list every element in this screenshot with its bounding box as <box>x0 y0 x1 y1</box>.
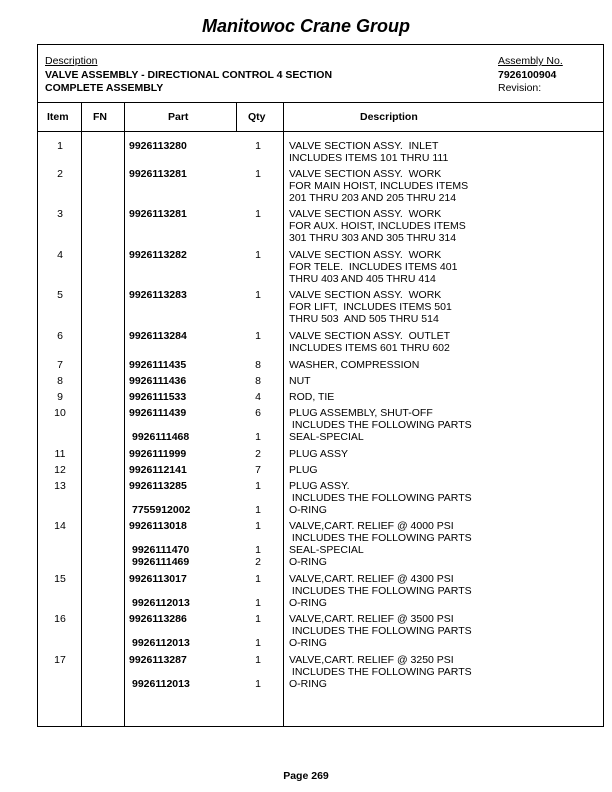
assembly-header <box>38 45 603 103</box>
part-description: O-RING <box>289 504 327 516</box>
item-number: 11 <box>54 448 66 460</box>
assembly-subtitle: COMPLETE ASSEMBLY <box>45 82 164 94</box>
part-description: WASHER, COMPRESSION <box>289 359 420 371</box>
assembly-number: 7926100904 <box>498 69 557 81</box>
item-number: 6 <box>57 330 63 342</box>
quantity: 1 <box>255 504 261 516</box>
item-number: 12 <box>54 464 66 476</box>
quantity: 1 <box>255 613 261 625</box>
item-number: 1 <box>57 140 63 152</box>
part-number: 9926113284 <box>129 330 187 342</box>
part-number: 9926112013 <box>132 678 190 690</box>
quantity: 1 <box>255 168 261 180</box>
item-number: 15 <box>54 573 66 585</box>
part-number: 9926113283 <box>129 289 187 301</box>
quantity: 4 <box>255 391 261 403</box>
part-number: 9926111469 <box>132 556 190 568</box>
quantity: 8 <box>255 375 261 387</box>
quantity: 1 <box>255 573 261 585</box>
item-number: 13 <box>54 480 66 492</box>
item-number: 7 <box>57 359 63 371</box>
part-number: 9926112141 <box>129 464 187 476</box>
part-number: 9926111435 <box>129 359 187 371</box>
part-description: VALVE,CART. RELIEF @ 4300 PSI INCLUDES THE FOLLOWING PARTS <box>289 573 472 597</box>
col-qty: Qty <box>248 111 266 123</box>
part-description: SEAL-SPECIAL <box>289 431 364 443</box>
quantity: 1 <box>255 654 261 666</box>
part-description: O-RING <box>289 597 327 609</box>
part-number: 9926113018 <box>129 520 187 532</box>
part-description: VALVE SECTION ASSY. WORK FOR AUX. HOIST, INCLUDES ITEMS 301 THRU 303 AND 305 THRU 314 <box>289 208 466 244</box>
col-item: Item <box>47 111 69 123</box>
quantity: 1 <box>255 140 261 152</box>
part-number: 9926113281 <box>129 168 187 180</box>
revision-label: Revision: <box>498 82 542 94</box>
part-description: VALVE SECTION ASSY. WORK FOR MAIN HOIST, INCLUDES ITEMS 201 THRU 203 AND 205 THRU 214 <box>289 168 469 204</box>
quantity: 1 <box>255 480 261 492</box>
quantity: 1 <box>255 431 261 443</box>
part-number: 9926113285 <box>129 480 187 492</box>
part-description: O-RING <box>289 556 327 568</box>
part-number: 9926113281 <box>129 208 187 220</box>
item-number: 16 <box>54 613 66 625</box>
part-description: VALVE,CART. RELIEF @ 4000 PSI INCLUDES THE FOLLOWING PARTS <box>289 520 472 544</box>
part-description: PLUG <box>289 464 318 476</box>
part-number: 9926111468 <box>132 431 190 443</box>
part-description: PLUG ASSY <box>289 448 348 460</box>
quantity: 2 <box>255 448 261 460</box>
part-number: 7755912002 <box>132 504 191 516</box>
part-number: 9926112013 <box>132 597 190 609</box>
page-title: Manitowoc Crane Group <box>201 16 410 36</box>
part-description: VALVE SECTION ASSY. OUTLET INCLUDES ITEMS 601 THRU 602 <box>289 330 451 354</box>
part-description: VALVE,CART. RELIEF @ 3250 PSI INCLUDES THE FOLLOWING PARTS <box>289 654 472 678</box>
part-number: 9926111439 <box>129 407 187 419</box>
quantity: 1 <box>255 544 261 556</box>
item-number: 8 <box>57 375 63 387</box>
quantity: 6 <box>255 407 261 419</box>
quantity: 1 <box>255 678 261 690</box>
part-number: 9926111999 <box>129 448 187 460</box>
part-description: NUT <box>289 375 311 387</box>
col-fn: FN <box>93 111 107 123</box>
part-description: VALVE SECTION ASSY. INLET INCLUDES ITEMS 101 THRU 111 <box>289 140 449 164</box>
assembly-number-label: Assembly No. <box>498 55 563 67</box>
item-number: 14 <box>54 520 66 532</box>
part-description: O-RING <box>289 678 327 690</box>
part-description: PLUG ASSEMBLY, SHUT-OFF INCLUDES THE FOLLOWING PARTS <box>289 407 472 431</box>
part-number: 9926113280 <box>129 140 187 152</box>
part-number: 9926111533 <box>129 391 187 403</box>
divider-fn <box>124 103 125 727</box>
table-header <box>38 103 603 132</box>
part-number: 9926113017 <box>129 573 187 585</box>
item-number: 5 <box>57 289 63 301</box>
part-number: 9926112013 <box>132 637 190 649</box>
quantity: 2 <box>255 556 261 568</box>
quantity: 1 <box>255 637 261 649</box>
quantity: 7 <box>255 464 261 476</box>
part-number: 9926113287 <box>129 654 187 666</box>
part-description: VALVE SECTION ASSY. WORK FOR LIFT, INCLUDES ITEMS 501 THRU 503 AND 505 THRU 514 <box>289 289 452 325</box>
part-description: SEAL-SPECIAL <box>289 544 364 556</box>
parts-list-frame <box>37 44 604 727</box>
part-description: O-RING <box>289 637 327 649</box>
quantity: 1 <box>255 208 261 220</box>
part-number: 9926111470 <box>132 544 190 556</box>
item-number: 10 <box>54 407 66 419</box>
part-description: VALVE,CART. RELIEF @ 3500 PSI INCLUDES THE FOLLOWING PARTS <box>289 613 472 637</box>
quantity: 8 <box>255 359 261 371</box>
part-description: ROD, TIE <box>289 391 335 403</box>
item-number: 17 <box>54 654 66 666</box>
description-label: Description <box>45 55 98 67</box>
assembly-title: VALVE ASSEMBLY - DIRECTIONAL CONTROL 4 SECTION <box>45 69 333 81</box>
divider-part-header <box>236 103 237 132</box>
col-description: Description <box>360 111 418 123</box>
item-number: 9 <box>57 391 63 403</box>
part-number: 9926113286 <box>129 613 187 625</box>
item-number: 2 <box>57 168 63 180</box>
quantity: 1 <box>255 249 261 261</box>
item-number: 4 <box>57 249 63 261</box>
quantity: 1 <box>255 289 261 301</box>
part-number: 9926113282 <box>129 249 187 261</box>
col-part: Part <box>168 111 189 123</box>
part-number: 9926111436 <box>129 375 187 387</box>
part-description: PLUG ASSY. INCLUDES THE FOLLOWING PARTS <box>289 480 472 504</box>
part-description: VALVE SECTION ASSY. WORK FOR TELE. INCLUDES ITEMS 401 THRU 403 AND 405 THRU 414 <box>289 249 458 285</box>
quantity: 1 <box>255 520 261 532</box>
quantity: 1 <box>255 330 261 342</box>
quantity: 1 <box>255 597 261 609</box>
page-number: Page 269 <box>283 770 329 782</box>
item-number: 3 <box>57 208 63 220</box>
